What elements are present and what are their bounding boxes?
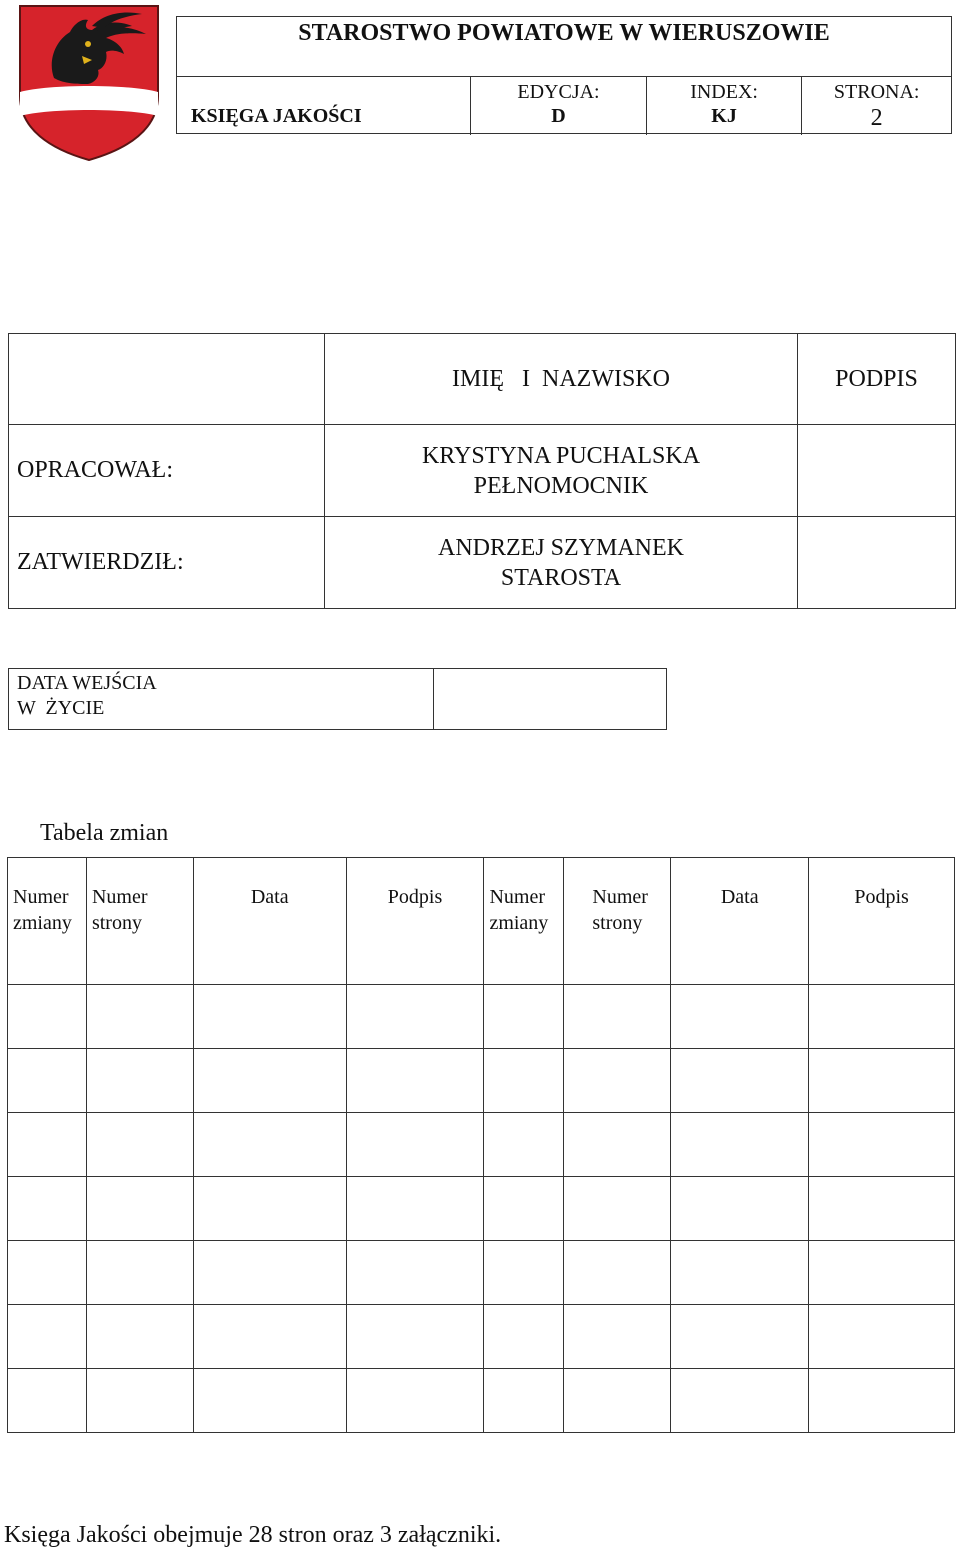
change-cell[interactable] (564, 985, 671, 1049)
changes-table (7, 857, 955, 1433)
change-cell[interactable] (8, 985, 87, 1049)
change-cell[interactable] (193, 1305, 346, 1369)
change-cell[interactable] (809, 985, 955, 1049)
approval-table (8, 333, 956, 609)
change-cell[interactable] (86, 1369, 193, 1433)
change-cell[interactable] (8, 1113, 87, 1177)
approval-row (9, 425, 956, 517)
change-cell[interactable] (484, 1049, 564, 1113)
page-cell (802, 77, 951, 135)
change-cell[interactable] (346, 1241, 484, 1305)
change-cell[interactable] (484, 1177, 564, 1241)
approval-role-label: OPRACOWAŁ: (9, 425, 325, 517)
change-cell[interactable] (484, 1113, 564, 1177)
column-header: Numer zmiany (484, 858, 564, 985)
change-cell[interactable] (8, 1241, 87, 1305)
signature-field[interactable] (798, 425, 956, 517)
change-cell[interactable] (671, 1177, 809, 1241)
approver-name: KRYSTYNA PUCHALSKA (421, 442, 701, 469)
column-header: Numer strony (564, 858, 671, 985)
change-cell[interactable] (8, 1177, 87, 1241)
change-cell[interactable] (484, 1241, 564, 1305)
header-meta-row (177, 77, 951, 135)
approval-role-label: ZATWIERDZIŁ: (9, 517, 325, 609)
column-header: Podpis (346, 858, 484, 985)
change-row (8, 985, 955, 1049)
approver-name: ANDRZEJ SZYMANEK (438, 534, 684, 561)
column-header: Numer zmiany (8, 858, 87, 985)
change-cell[interactable] (564, 1305, 671, 1369)
effective-date-table (8, 668, 667, 730)
effective-date-label (9, 669, 434, 730)
changes-table-title: Tabela zmian (40, 820, 169, 846)
change-row (8, 1049, 955, 1113)
change-row (8, 1113, 955, 1177)
change-cell[interactable] (346, 1305, 484, 1369)
change-cell[interactable] (809, 1113, 955, 1177)
change-cell[interactable] (564, 1369, 671, 1433)
change-cell[interactable] (346, 1369, 484, 1433)
change-row (8, 1369, 955, 1433)
change-cell[interactable] (671, 1049, 809, 1113)
change-cell[interactable] (564, 1241, 671, 1305)
change-cell[interactable] (564, 1049, 671, 1113)
changes-table-body (8, 985, 955, 1433)
approver-role: STAROSTA (500, 564, 622, 591)
change-cell[interactable] (86, 1177, 193, 1241)
change-cell[interactable] (809, 1177, 955, 1241)
signature-column-header: PODPIS (798, 334, 956, 425)
book-cell (177, 77, 471, 135)
approval-row (9, 517, 956, 609)
page-value: 2 (870, 105, 883, 131)
change-cell[interactable] (86, 1241, 193, 1305)
change-cell[interactable] (193, 1177, 346, 1241)
change-cell[interactable] (346, 1049, 484, 1113)
change-cell[interactable] (671, 1369, 809, 1433)
column-header: Numer strony (86, 858, 193, 985)
change-cell[interactable] (671, 1113, 809, 1177)
office-title: STAROSTWO POWIATOWE W WIERUSZOWIE (177, 17, 951, 77)
change-cell[interactable] (193, 1049, 346, 1113)
approval-empty-cell (9, 334, 325, 425)
change-cell[interactable] (671, 985, 809, 1049)
index-cell (647, 77, 803, 135)
change-cell[interactable] (86, 985, 193, 1049)
signature-field[interactable] (798, 517, 956, 609)
change-cell[interactable] (193, 1369, 346, 1433)
change-cell[interactable] (809, 1369, 955, 1433)
name-column-header: IMIĘ I NAZWISKO (325, 334, 798, 425)
column-header: Data (671, 858, 809, 985)
change-cell[interactable] (346, 1177, 484, 1241)
document-header (176, 16, 952, 134)
change-row (8, 1241, 955, 1305)
change-cell[interactable] (809, 1305, 955, 1369)
effective-date-label-line1: DATA WEJŚCIA (17, 672, 157, 694)
index-label: INDEX: (690, 81, 758, 103)
book-title: KSIĘGA JAKOŚCI (191, 105, 362, 127)
column-header: Podpis (809, 858, 955, 985)
change-cell[interactable] (809, 1241, 955, 1305)
change-cell[interactable] (8, 1305, 87, 1369)
change-cell[interactable] (346, 1113, 484, 1177)
edition-cell (471, 77, 647, 135)
index-value: KJ (711, 105, 737, 127)
change-cell[interactable] (8, 1369, 87, 1433)
footer-note: Księga Jakości obejmuje 28 stron oraz 3 załączniki. (4, 1522, 502, 1548)
change-cell[interactable] (86, 1305, 193, 1369)
approver-name-cell (325, 517, 798, 609)
coat-of-arms-logo (18, 4, 160, 162)
change-cell[interactable] (564, 1177, 671, 1241)
edition-value: D (551, 105, 566, 127)
approval-header-row (9, 334, 956, 425)
change-cell[interactable] (484, 985, 564, 1049)
change-cell[interactable] (484, 1305, 564, 1369)
change-cell[interactable] (193, 1241, 346, 1305)
change-cell[interactable] (193, 1113, 346, 1177)
effective-date-value[interactable] (434, 669, 667, 730)
change-row (8, 1177, 955, 1241)
change-row (8, 1305, 955, 1369)
change-cell[interactable] (671, 1305, 809, 1369)
change-cell[interactable] (8, 1049, 87, 1113)
change-cell[interactable] (564, 1113, 671, 1177)
page-label: STRONA: (833, 81, 920, 103)
approver-name-cell (325, 425, 798, 517)
edition-label: EDYCJA: (517, 81, 600, 103)
column-header: Data (193, 858, 346, 985)
change-cell[interactable] (193, 985, 346, 1049)
change-cell[interactable] (346, 985, 484, 1049)
change-cell[interactable] (86, 1049, 193, 1113)
change-cell[interactable] (484, 1369, 564, 1433)
change-cell[interactable] (671, 1241, 809, 1305)
changes-header-row (8, 858, 955, 985)
change-cell[interactable] (86, 1113, 193, 1177)
approver-role: PEŁNOMOCNIK (473, 472, 649, 499)
effective-date-label-line2: W ŻYCIE (17, 697, 105, 719)
change-cell[interactable] (809, 1049, 955, 1113)
